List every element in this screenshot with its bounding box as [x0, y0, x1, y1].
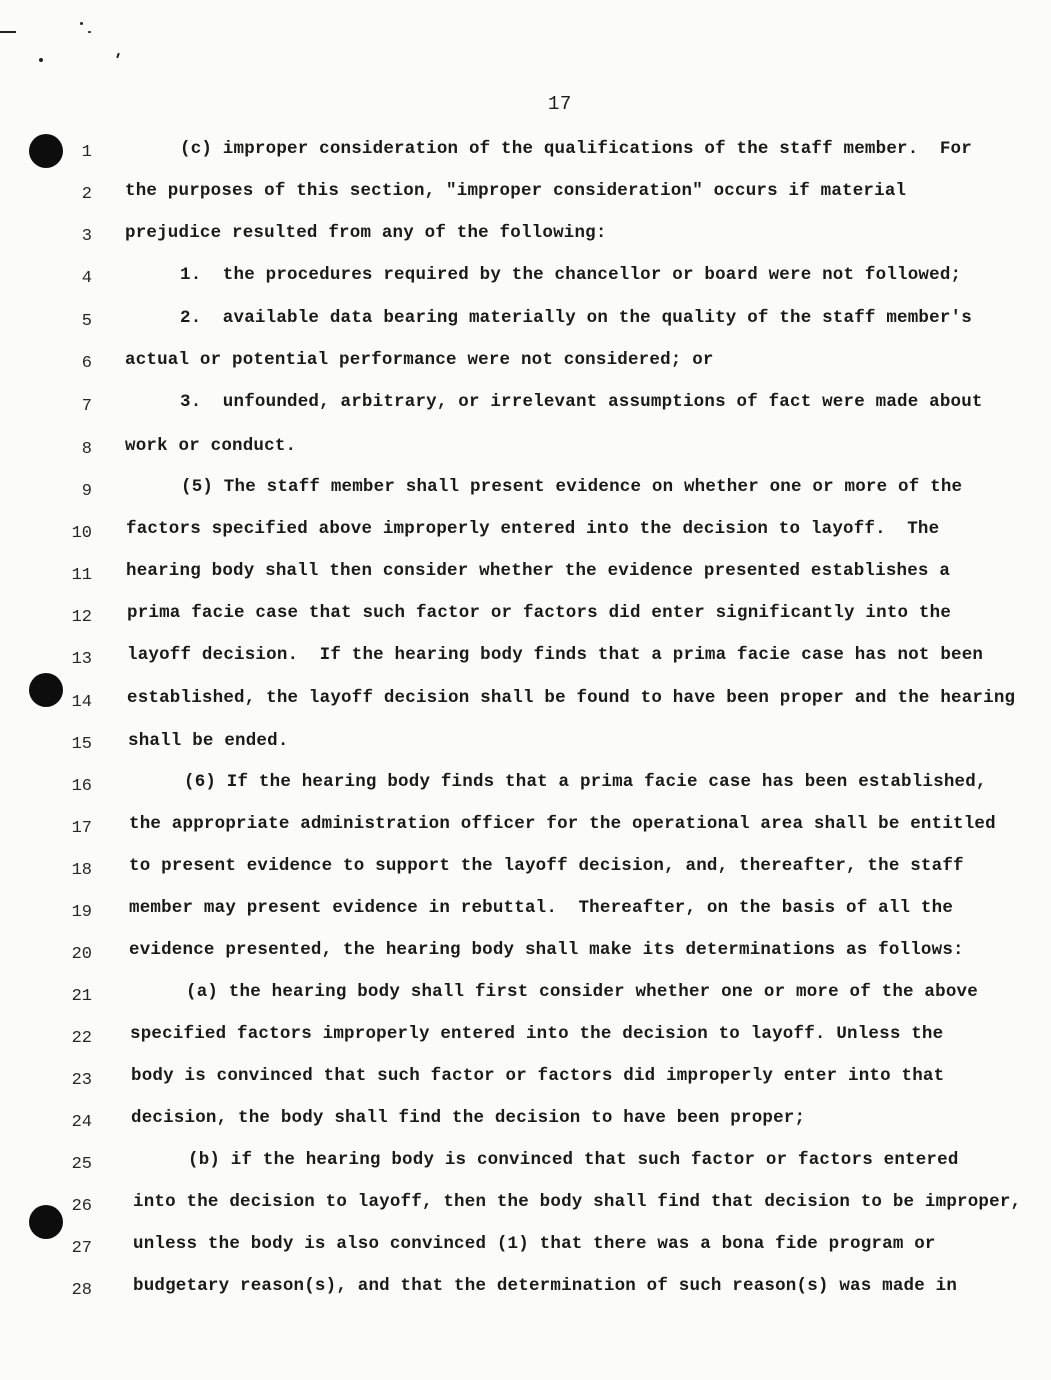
line-number: 1 — [81, 143, 92, 162]
line-number: 8 — [81, 440, 92, 459]
body-text-line: (b) if the hearing body is convinced that such factor or factors entered — [188, 1150, 959, 1170]
line-number: 23 — [71, 1071, 92, 1090]
body-text-line: (5) The staff member shall present evidence on whether one or more of the — [181, 477, 963, 497]
line-number: 2 — [81, 185, 92, 204]
body-text-line: decision, the body shall find the decision to have been proper; — [131, 1108, 806, 1128]
corner-speck — [116, 53, 120, 58]
line-number: 10 — [71, 524, 92, 543]
line-number: 26 — [71, 1197, 92, 1216]
body-text-line: budgetary reason(s), and that the determination of such reason(s) was made in — [133, 1276, 958, 1296]
line-number: 13 — [71, 650, 92, 669]
body-text-line: work or conduct. — [125, 436, 297, 456]
body-text-line: the appropriate administration officer for the operational area shall be entitled — [129, 814, 996, 834]
body-text-line: (a) the hearing body shall first consider whether one or more of the above — [186, 982, 978, 1002]
body-text-line: prejudice resulted from any of the following: — [125, 223, 607, 243]
line-number: 15 — [71, 735, 92, 754]
body-text-line: to present evidence to support the layoff decision, and, thereafter, the staff — [129, 856, 964, 876]
body-text-line: evidence presented, the hearing body shall make its determinations as follows: — [129, 940, 964, 960]
line-number: 9 — [81, 482, 92, 501]
line-number: 24 — [71, 1113, 92, 1132]
line-number: 5 — [81, 312, 92, 331]
line-number: 27 — [71, 1239, 92, 1258]
line-number: 12 — [71, 608, 92, 627]
corner-speck — [88, 31, 91, 33]
line-number: 20 — [71, 945, 92, 964]
body-text-line: factors specified above improperly entered into the decision to layoff. The — [126, 519, 940, 539]
line-number: 18 — [71, 861, 92, 880]
body-text-line: shall be ended. — [128, 731, 289, 751]
body-text-line: unless the body is also convinced (1) that there was a bona fide program or — [133, 1234, 936, 1254]
body-text-line: specified factors improperly entered into the decision to layoff. Unless the — [130, 1024, 944, 1044]
body-text-line: body is convinced that such factor or factors did improperly enter into that — [131, 1066, 945, 1086]
line-number: 11 — [71, 566, 92, 585]
line-number: 28 — [71, 1281, 92, 1300]
body-text-line: actual or potential performance were not considered; or — [125, 350, 714, 370]
page-number: 17 — [548, 93, 572, 115]
line-number: 14 — [71, 693, 92, 712]
line-number: 4 — [81, 269, 92, 288]
line-number: 25 — [71, 1155, 92, 1174]
line-number: 7 — [81, 397, 92, 416]
body-text-line: layoff decision. If the hearing body finds that a prima facie case has not been — [127, 645, 984, 665]
body-text-line: the purposes of this section, "improper consideration" occurs if material — [125, 181, 907, 201]
body-text-line: prima facie case that such factor or factors did enter significantly into the — [127, 603, 952, 623]
corner-speck — [80, 22, 83, 25]
body-text-line: 2. available data bearing materially on the quality of the staff member's — [180, 308, 972, 328]
line-number: 3 — [81, 227, 92, 246]
line-number: 22 — [71, 1029, 92, 1048]
body-text-line: (6) If the hearing body finds that a prima facie case has been established, — [184, 772, 987, 792]
body-text-line: member may present evidence in rebuttal. Thereafter, on the basis of all the — [129, 898, 954, 918]
body-text-line: established, the layoff decision shall be found to have been proper and the hearing — [127, 688, 1016, 708]
line-number: 6 — [81, 354, 92, 373]
line-number: 21 — [71, 987, 92, 1006]
line-number: 19 — [71, 903, 92, 922]
corner-speck — [39, 58, 43, 62]
body-text-line: 1. the procedures required by the chancellor or board were not followed; — [180, 265, 962, 285]
body-text-line: into the decision to layoff, then the body shall find that decision to be improper, — [133, 1192, 1022, 1212]
line-number: 17 — [71, 819, 92, 838]
body-text-line: 3. unfounded, arbitrary, or irrelevant assumptions of fact were made about — [180, 392, 983, 412]
body-text-line: hearing body shall then consider whether the evidence presented establishes a — [126, 561, 951, 581]
body-text-line: (c) improper consideration of the qualifications of the staff member. For — [180, 139, 972, 159]
corner-mark — [0, 31, 16, 33]
line-number: 16 — [71, 777, 92, 796]
